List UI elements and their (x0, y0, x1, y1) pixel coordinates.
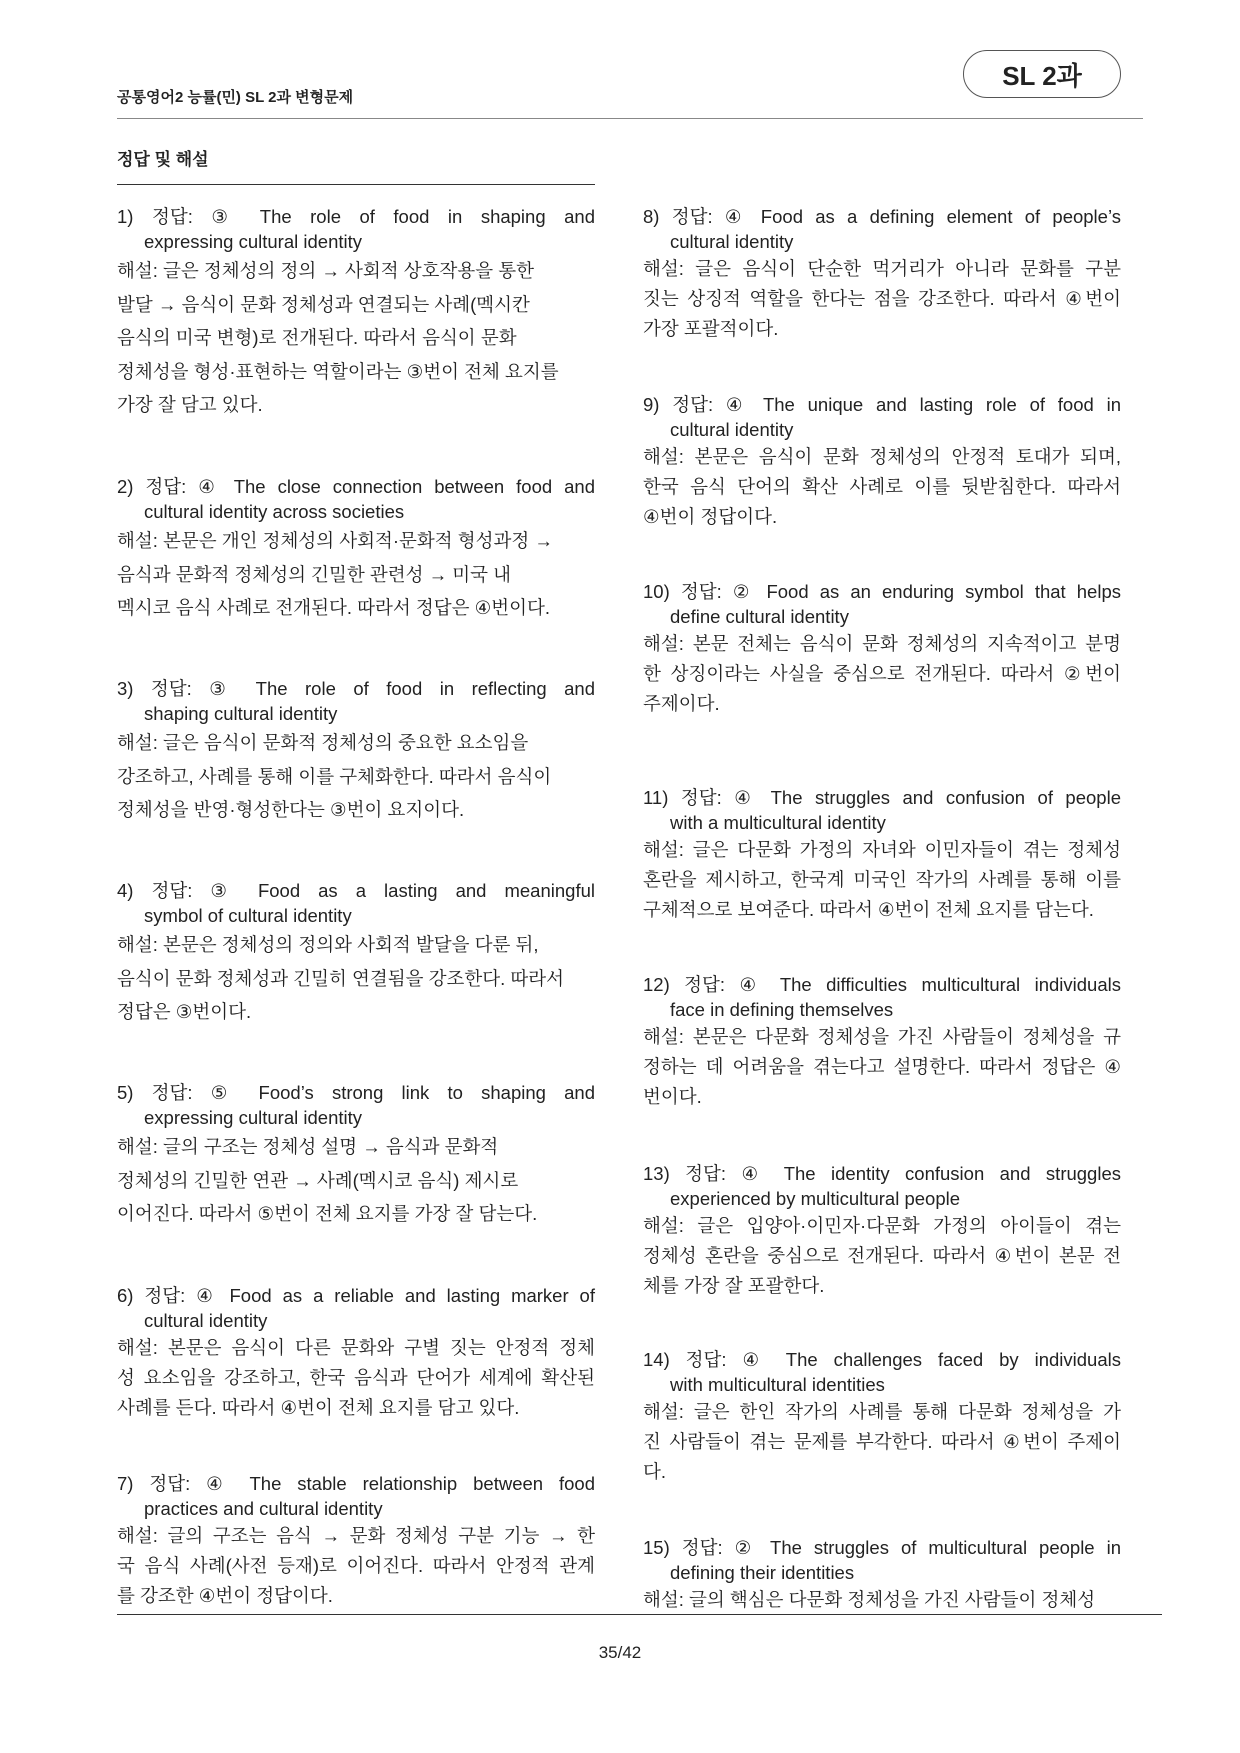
document-title: 공통영어2 능률(민) SL 2과 변형문제 (117, 89, 354, 106)
explanation (117, 928, 595, 1029)
explanation-line: 가장 포괄적이다. (643, 318, 779, 340)
answer-line: with multicultural identities (670, 1373, 885, 1395)
explanation-line: 해설: 글의 구조는 음식 → 문화 정체성 구분 기능 → 한 (117, 1525, 595, 1547)
explanation (643, 835, 1121, 925)
answer-item (643, 393, 1121, 532)
explanation (117, 1130, 595, 1231)
answer-line: 14) 정답: ④ The challenges faced by individuals (643, 1349, 1121, 1370)
answer-line: 9) 정답: ④ The unique and lasting role of food in (643, 394, 1121, 415)
answer-item (117, 677, 595, 827)
answer-line: cultural identity across societies (144, 500, 405, 522)
answer-line: shaping cultural identity (144, 702, 338, 724)
answer (643, 393, 1121, 442)
answer-line: 5) 정답: ⑤ Food’s strong link to shaping and (117, 1082, 595, 1103)
explanation-line: 음식의 미국 변형)로 전개된다. 따라서 음식이 문화 (117, 327, 517, 349)
section-divider (117, 184, 595, 185)
answer-item (117, 475, 595, 625)
answer (117, 205, 595, 254)
explanation-line: 해설: 글은 입양아·이민자·다문화 가정의 아이들이 겪는 (643, 1215, 1121, 1237)
explanation-line: 정하는 데 어려움을 겪는다고 설명한다. 따라서 정답은 ④ (643, 1056, 1121, 1078)
explanation-line: 를 강조한 ④번이 정답이다. (117, 1585, 333, 1607)
answer (643, 1162, 1121, 1211)
answer (117, 879, 595, 928)
explanation (117, 1521, 595, 1611)
explanation-line: 해설: 글은 음식이 단순한 먹거리가 아니라 문화를 구분 (643, 258, 1121, 280)
explanation (643, 629, 1121, 719)
answer (643, 205, 1121, 254)
explanation-line: 체를 가장 잘 포괄한다. (643, 1275, 825, 1297)
answer-item (643, 1536, 1121, 1615)
explanation-line: 해설: 본문은 개인 정체성의 사회적·문화적 형성과정 → (117, 530, 553, 552)
footer-divider (117, 1614, 1162, 1615)
explanation-line: 해설: 글은 정체성의 정의 → 사회적 상호작용을 통한 (117, 260, 535, 282)
explanation-line: 정체성을 반영·형성한다는 ③번이 요지이다. (117, 799, 465, 821)
explanation-line: 정답은 ③번이다. (117, 1001, 252, 1023)
answer (117, 677, 595, 726)
explanation (117, 726, 595, 827)
explanation-line: 진 사람들이 겪는 문제를 부각한다. 따라서 ④번이 주제이 (643, 1431, 1121, 1453)
answer-line: defining their identities (670, 1561, 855, 1583)
explanation (117, 524, 595, 625)
header-divider (117, 118, 1143, 119)
explanation (117, 1333, 595, 1423)
answer-line: 13) 정답: ④ The identity confusion and struggles (643, 1163, 1121, 1184)
answer-item (117, 879, 595, 1029)
answer-item (643, 205, 1121, 344)
explanation-line: 한국 음식 단어의 확산 사례로 이를 뒷받침한다. 따라서 (643, 476, 1121, 498)
explanation-line: 정체성의 긴밀한 연관 → 사례(멕시코 음식) 제시로 (117, 1169, 519, 1191)
answer-line: 8) 정답: ④ Food as a defining element of people’s (643, 206, 1121, 227)
explanation (643, 1022, 1121, 1112)
answer-line: 1) 정답: ③ The role of food in shaping and (117, 206, 595, 227)
section-title: 정답 및 해설 (117, 150, 209, 169)
explanation-line: 해설: 글의 핵심은 다문화 정체성을 가진 사람들이 정체성 (643, 1589, 1096, 1611)
answer-line: cultural identity (144, 1309, 268, 1331)
answer-line: cultural identity (670, 230, 794, 252)
answer-line: 12) 정답: ④ The difficulties multicultural individuals (643, 974, 1121, 995)
explanation-line: 한 상징이라는 사실을 중심으로 전개된다. 따라서 ②번이 (643, 663, 1121, 685)
answer-line: cultural identity (670, 418, 794, 440)
answer-line: face in defining themselves (670, 998, 894, 1020)
lesson-badge: SL 2과 (963, 50, 1121, 98)
explanation-line: 음식과 문화적 정체성의 긴밀한 관련성 → 미국 내 (117, 563, 512, 585)
explanation-line: 사례를 든다. 따라서 ④번이 전체 요지를 담고 있다. (117, 1397, 520, 1419)
page-number: 35/42 (598, 1643, 642, 1662)
answer-item (643, 973, 1121, 1112)
answer (643, 786, 1121, 835)
answer-item (643, 786, 1121, 925)
answer-item (117, 1284, 595, 1423)
answer-line: 4) 정답: ③ Food as a lasting and meaningful (117, 880, 595, 901)
explanation-line: 정체성 혼란을 중심으로 전개된다. 따라서 ④번이 본문 전 (643, 1245, 1121, 1267)
explanation (643, 1211, 1121, 1301)
explanation (117, 254, 595, 422)
explanation-line: 해설: 글의 구조는 정체성 설명 → 음식과 문화적 (117, 1136, 499, 1158)
answer-line: 7) 정답: ④ The stable relationship between food (117, 1473, 595, 1494)
explanation-line: 해설: 글은 다문화 가정의 자녀와 이민자들이 겪는 정체성 (643, 839, 1121, 861)
explanation-line: 해설: 글은 한인 작가의 사례를 통해 다문화 정체성을 가 (643, 1401, 1121, 1423)
explanation-line: 해설: 본문은 음식이 문화 정체성의 안정적 토대가 되며, (643, 446, 1121, 468)
answer-item (117, 205, 595, 422)
answer (117, 1472, 595, 1521)
explanation-line: 해설: 본문은 정체성의 정의와 사회적 발달을 다룬 뒤, (117, 934, 539, 956)
explanation-line: 이어진다. 따라서 ⑤번이 전체 요지를 가장 잘 담는다. (117, 1203, 538, 1225)
answer (643, 580, 1121, 629)
answer-line: expressing cultural identity (144, 230, 362, 252)
explanation-line: 혼란을 제시하고, 한국계 미국인 작가의 사례를 통해 이를 (643, 869, 1121, 891)
explanation-line: 국 음식 사례(사전 등재)로 이어진다. 따라서 안정적 관계 (117, 1555, 595, 1577)
answer-line: 6) 정답: ④ Food as a reliable and lasting marker of (117, 1285, 595, 1306)
answer-item (643, 1162, 1121, 1301)
explanation-line: 가장 잘 담고 있다. (117, 394, 263, 416)
explanation (643, 254, 1121, 344)
explanation-line: 주제이다. (643, 693, 720, 715)
explanation-line: 멕시코 음식 사례로 전개된다. 따라서 정답은 ④번이다. (117, 597, 550, 619)
explanation-line: 번이다. (643, 1086, 702, 1108)
answer-line: 2) 정답: ④ The close connection between food and (117, 476, 595, 497)
answer-line: symbol of cultural identity (144, 904, 352, 926)
explanation-line: 해설: 글은 음식이 문화적 정체성의 중요한 요소임을 (117, 732, 529, 754)
answer (643, 1536, 1121, 1585)
answer-line: define cultural identity (670, 605, 849, 627)
explanation-line: 발달 → 음식이 문화 정체성과 연결되는 사례(멕시칸 (117, 293, 530, 315)
answer-line: with a multicultural identity (670, 811, 886, 833)
answer-item (643, 580, 1121, 719)
answer-line: practices and cultural identity (144, 1497, 383, 1519)
explanation-line: 다. (643, 1461, 667, 1483)
explanation-line: ④번이 정답이다. (643, 506, 778, 528)
answer-line: expressing cultural identity (144, 1106, 362, 1128)
explanation-line: 성 요소임을 강조하고, 한국 음식과 단어가 세계에 확산된 (117, 1367, 595, 1389)
explanation-line: 해설: 본문은 음식이 다른 문화와 구별 짓는 안정적 정체 (117, 1337, 595, 1359)
answer (643, 1348, 1121, 1397)
explanation (643, 442, 1121, 532)
answer (117, 475, 595, 524)
explanation-line: 정체성을 형성·표현하는 역할이라는 ③번이 전체 요지를 (117, 360, 559, 382)
explanation-line: 음식이 문화 정체성과 긴밀히 연결됨을 강조한다. 따라서 (117, 967, 565, 989)
explanation-line: 해설: 본문은 다문화 정체성을 가진 사람들이 정체성을 규 (643, 1026, 1121, 1048)
answer-item (643, 1348, 1121, 1487)
answer-line: 11) 정답: ④ The struggles and confusion of people (643, 787, 1121, 808)
answer-item (117, 1472, 595, 1611)
answer (117, 1081, 595, 1130)
answer (117, 1284, 595, 1333)
answer-line: 3) 정답: ③ The role of food in reflecting and (117, 678, 595, 699)
answer-line: 15) 정답: ② The struggles of multicultural people in (643, 1537, 1121, 1558)
answer (643, 973, 1121, 1022)
answer-line: 10) 정답: ② Food as an enduring symbol that helps (643, 581, 1121, 602)
explanation-line: 구체적으로 보여준다. 따라서 ④번이 전체 요지를 담는다. (643, 899, 1094, 921)
explanation-line: 강조하고, 사례를 통해 이를 구체화한다. 따라서 음식이 (117, 765, 552, 787)
answer-line: experienced by multicultural people (670, 1187, 961, 1209)
explanation (643, 1585, 1121, 1615)
explanation (643, 1397, 1121, 1487)
explanation-line: 해설: 본문 전체는 음식이 문화 정체성의 지속적이고 분명 (643, 633, 1121, 655)
answer-item (117, 1081, 595, 1231)
explanation-line: 짓는 상징적 역할을 한다는 점을 강조한다. 따라서 ④번이 (643, 288, 1121, 310)
